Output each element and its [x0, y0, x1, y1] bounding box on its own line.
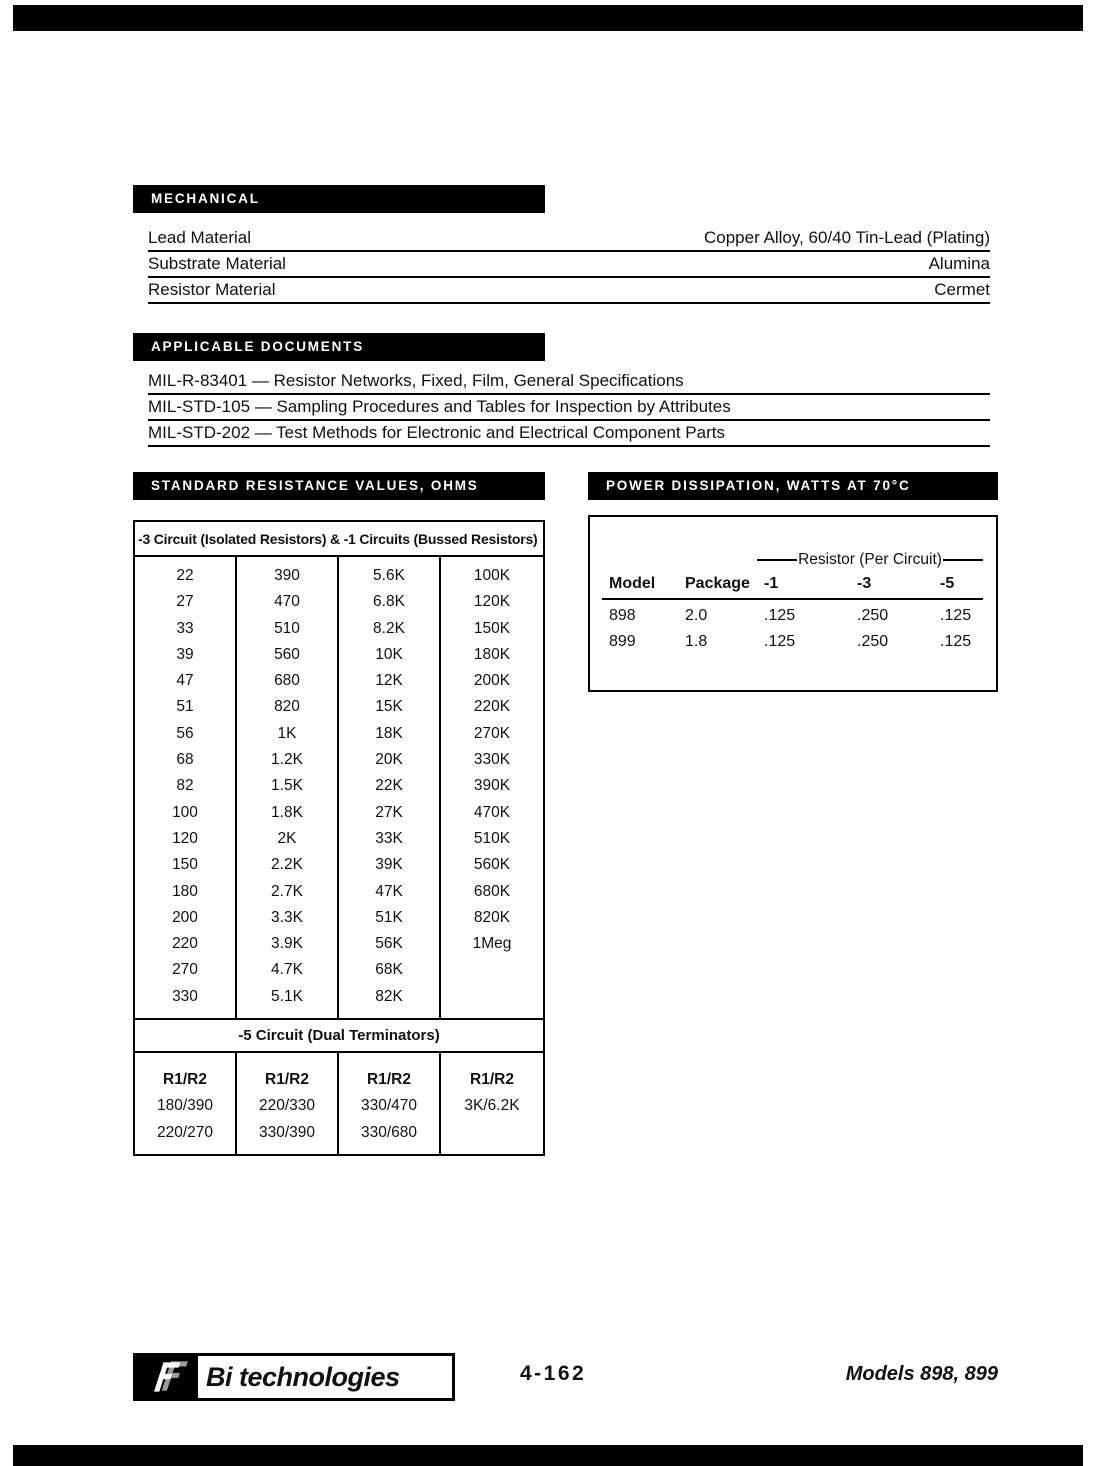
- dual-value: 330/680: [360, 1123, 418, 1141]
- r1r2-header: R1/R2: [163, 1071, 207, 1089]
- power-header-rule: [602, 598, 983, 600]
- resistance-value: 15K: [375, 698, 403, 716]
- dual-terminators-header: -5 Circuit (Dual Terminators): [135, 1018, 543, 1053]
- bottom-black-band: [13, 1445, 1083, 1466]
- rule-line: [943, 559, 983, 561]
- table-row: [148, 278, 990, 304]
- power-value: .125: [940, 633, 972, 650]
- power-value: 2.0: [685, 607, 708, 624]
- table-row: [148, 226, 990, 252]
- resistance-value: 270K: [473, 724, 511, 742]
- dual-value: 220/270: [156, 1123, 214, 1141]
- property-value: Cermet: [934, 280, 990, 299]
- resistance-value: 1.8K: [271, 803, 303, 821]
- resistance-value: 12K: [375, 672, 403, 690]
- document-row: [148, 369, 990, 395]
- resistance-value: 22: [176, 567, 194, 584]
- dual-value: 330/470: [360, 1097, 418, 1115]
- resistance-value: 5.6K: [373, 567, 405, 584]
- resistor-per-circuit-row: [757, 551, 983, 569]
- dual-value: 220/330: [258, 1097, 316, 1115]
- resistance-value: 180: [172, 882, 198, 900]
- resistance-value: 51K: [375, 908, 403, 926]
- resistance-value: 200: [172, 908, 198, 926]
- power-value: .250: [857, 633, 889, 650]
- dual-column: [135, 1053, 237, 1154]
- resistance-value: 560: [274, 645, 300, 663]
- rule-line: [757, 559, 797, 561]
- resistance-value: 20K: [375, 751, 403, 769]
- resistor-per-circuit-label: Resistor (Per Circuit): [798, 551, 942, 568]
- bi-technologies-logo: [133, 1353, 455, 1401]
- power-column-header: -5: [940, 575, 955, 592]
- power-row: [590, 629, 996, 655]
- resistance-value: 220: [172, 935, 198, 953]
- resistance-value: 18K: [375, 724, 403, 742]
- resistance-value: 4.7K: [271, 961, 303, 979]
- resistance-values-section-header: STANDARD RESISTANCE VALUES, OHMS: [133, 472, 545, 500]
- resistance-value: 680: [274, 672, 300, 690]
- document-row: [148, 395, 990, 421]
- resistance-value: 27: [176, 593, 194, 611]
- resistance-value: 120: [172, 829, 198, 847]
- power-value: .125: [940, 607, 972, 624]
- resistance-columns: [135, 557, 543, 1018]
- resistance-value: 10K: [375, 645, 403, 663]
- resistance-value: 820K: [473, 908, 511, 926]
- resistance-value: 1.5K: [271, 777, 303, 795]
- resistance-value: 390K: [473, 777, 511, 795]
- resistance-value: 51: [176, 698, 194, 716]
- resistance-value: 5.1K: [271, 987, 303, 1005]
- logo-wordmark: Bi technologies: [206, 1361, 400, 1392]
- resistance-values-table: [133, 520, 545, 1156]
- resistance-value: 47: [176, 672, 194, 690]
- resistance-column: [441, 557, 543, 1018]
- top-black-band: [13, 5, 1083, 31]
- resistance-value: 470K: [473, 803, 511, 821]
- resistance-value: 33K: [375, 829, 403, 847]
- property-label: Substrate Material: [148, 254, 286, 273]
- power-column-header: Model: [609, 575, 656, 592]
- dual-column: [441, 1053, 543, 1154]
- resistance-value: 2.2K: [271, 856, 303, 874]
- resistance-value: 3.9K: [271, 935, 303, 953]
- resistance-value: 330: [172, 987, 198, 1005]
- resistance-column: [339, 557, 441, 1018]
- models-reference: Models 898, 899: [845, 1363, 998, 1385]
- power-value: 899: [609, 633, 636, 650]
- resistance-value: 22K: [375, 777, 403, 795]
- property-label: Resistor Material: [148, 280, 276, 299]
- table-row: [148, 252, 990, 278]
- resistance-value: 150: [172, 856, 198, 874]
- property-value: Copper Alloy, 60/40 Tin-Lead (Plating): [703, 228, 990, 247]
- power-column-header: -1: [764, 575, 779, 592]
- power-header-row: [590, 571, 996, 597]
- resistance-value: 150K: [473, 619, 511, 637]
- resistance-value: 680K: [473, 882, 511, 900]
- document-reference: MIL-R-83401 — Resistor Networks, Fixed, Film, General Specifications: [148, 371, 684, 390]
- resistance-value: 47K: [375, 882, 403, 900]
- resistance-value: 33: [176, 619, 194, 637]
- dual-value: 3K/6.2K: [464, 1097, 520, 1115]
- power-value: .250: [857, 607, 889, 624]
- resistance-value: 470: [274, 593, 300, 611]
- resistance-value: 390: [274, 567, 300, 584]
- resistance-value: 1K: [277, 724, 297, 742]
- resistance-value: 8.2K: [373, 619, 405, 637]
- r1r2-header: R1/R2: [470, 1071, 514, 1089]
- power-value: 1.8: [685, 633, 708, 650]
- resistance-value: 2K: [277, 829, 297, 847]
- resistance-value: 39: [176, 645, 194, 663]
- document-reference: MIL-STD-105 — Sampling Procedures and Tables for Inspection by Attributes: [148, 397, 731, 416]
- resistance-value: 100: [172, 803, 198, 821]
- power-column-header: -3: [857, 575, 872, 592]
- power-dissipation-section-header: POWER DISSIPATION, WATTS AT 70°C: [588, 472, 998, 500]
- resistance-value: 820: [274, 698, 300, 716]
- r1r2-header: R1/R2: [265, 1071, 309, 1089]
- resistance-value: 330K: [473, 751, 511, 769]
- resistance-value: 510K: [473, 829, 511, 847]
- dual-column: [339, 1053, 441, 1154]
- resistance-value: 1.2K: [271, 751, 303, 769]
- resistance-value: 100K: [473, 567, 511, 584]
- resistance-column: [135, 557, 237, 1018]
- resistance-value: 560K: [473, 856, 511, 874]
- property-label: Lead Material: [148, 228, 252, 247]
- resistance-value: 2.7K: [271, 882, 303, 900]
- resistance-value: 82: [176, 777, 194, 795]
- resistance-value: 270: [172, 961, 198, 979]
- power-column-header: Package: [685, 575, 750, 592]
- resistance-value: 68K: [375, 961, 403, 979]
- power-value: .125: [764, 633, 796, 650]
- resistance-value: 1Meg: [472, 935, 512, 953]
- power-rows: [590, 603, 996, 655]
- resistance-value: 82K: [375, 987, 403, 1005]
- r1r2-header: R1/R2: [367, 1071, 411, 1089]
- mechanical-table: [148, 226, 990, 304]
- resistance-column: [237, 557, 339, 1018]
- dual-columns: [135, 1053, 543, 1154]
- resistance-value: 220K: [473, 698, 511, 716]
- power-dissipation-table: [588, 515, 998, 692]
- power-value: .125: [764, 607, 796, 624]
- document-row: [148, 421, 990, 447]
- property-value: Alumina: [928, 254, 990, 273]
- resistance-value: 39K: [375, 856, 403, 874]
- dual-value: 330/390: [258, 1123, 316, 1141]
- document-reference: MIL-STD-202 — Test Methods for Electronic and Electrical Component Parts: [148, 423, 725, 442]
- page-number: 4-162: [520, 1362, 587, 1385]
- resistance-value: 3.3K: [271, 908, 303, 926]
- resistance-value: 56: [176, 724, 194, 742]
- resistance-value: 200K: [473, 672, 511, 690]
- power-row: [590, 603, 996, 629]
- applicable-documents-list: [148, 369, 990, 447]
- resistance-value: 68: [176, 751, 194, 769]
- resistance-value: 6.8K: [373, 593, 405, 611]
- dual-column: [237, 1053, 339, 1154]
- resistance-table-header: -3 Circuit (Isolated Resistors) & -1 Circuits (Bussed Resistors): [135, 522, 543, 557]
- applicable-documents-section-header: APPLICABLE DOCUMENTS: [133, 333, 545, 361]
- resistance-value: 120K: [473, 593, 511, 611]
- dual-value: 180/390: [156, 1097, 214, 1115]
- power-value: 898: [609, 607, 636, 624]
- resistance-value: 27K: [375, 803, 403, 821]
- resistance-value: 56K: [375, 935, 403, 953]
- mechanical-section-header: MECHANICAL: [133, 185, 545, 213]
- resistance-value: 180K: [473, 645, 511, 663]
- dual-value: [441, 1120, 543, 1146]
- bi-logo-icon: [136, 1356, 198, 1398]
- resistance-value: 510: [274, 619, 300, 637]
